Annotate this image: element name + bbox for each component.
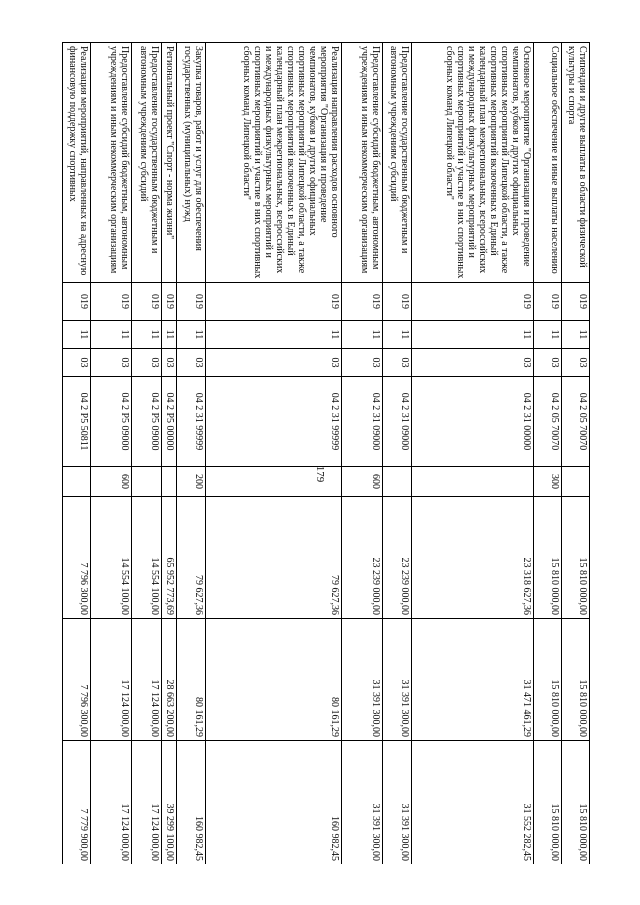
row-sum-year-3: 17 124 000,00 [91, 741, 132, 865]
row-subsection: 03 [161, 349, 176, 377]
table-row [533, 43, 561, 865]
row-grbs: 019 [132, 283, 161, 321]
table-row [341, 43, 382, 865]
row-section: 11 [382, 321, 411, 349]
row-section: 11 [132, 321, 161, 349]
row-sum-year-2: 31 471 461,29 [412, 619, 533, 741]
row-expense-type: 600 [341, 467, 382, 497]
row-section: 11 [206, 321, 342, 349]
row-name: Реализация направления расходов основного мероприятия "Организация и проведение чемпионатов, кубков и других официальных спортивных мероприятий Липецкой области, а также спортивных мероприятий включенных в Единый календарный план межрегиональных, всероссийских и международных физкультурных мероприятий и спортивных мероприятий и участие в них спортивных сборных команд Липецкой области" [206, 43, 342, 283]
row-subsection: 03 [206, 349, 342, 377]
rotated-table-container [62, 42, 590, 864]
row-grbs: 019 [176, 283, 205, 321]
row-grbs: 019 [161, 283, 176, 321]
row-expense-type [63, 467, 91, 497]
row-sum-year-3: 17 124 000,00 [132, 741, 161, 865]
table-row [91, 43, 132, 865]
row-target-article: 04 2 31 99999 [176, 377, 205, 467]
row-expense-type: 600 [91, 467, 132, 497]
row-subsection: 03 [132, 349, 161, 377]
row-sum-year-3: 31 552 282,45 [412, 741, 533, 865]
row-section: 11 [176, 321, 205, 349]
row-grbs: 019 [412, 283, 533, 321]
row-name: Предоставление субсидий бюджетным, автономным учреждениям и иным некоммерческим организациям [341, 43, 382, 283]
row-sum-year-1: 7 796 300,00 [63, 497, 91, 619]
row-name: Стипендии и другие выплаты в области физической культуры и спорта [561, 43, 589, 283]
table-row [63, 43, 91, 865]
row-sum-year-3: 7 779 900,00 [63, 741, 91, 865]
row-grbs: 019 [63, 283, 91, 321]
row-section: 11 [91, 321, 132, 349]
row-sum-year-3: 31 391 300,00 [382, 741, 411, 865]
row-subsection: 03 [341, 349, 382, 377]
row-name: Региональный проект "Спорт - норма жизни" [161, 43, 176, 283]
row-expense-type: 200 [176, 467, 205, 497]
row-sum-year-3: 15 810 000,00 [533, 741, 561, 865]
row-name: Основное мероприятие "Организация и проведение чемпионатов, кубков и других официальных спортивных мероприятий Липецкой области, а также спортивных мероприятий включенных в Единый календарный план межрегиональных, всероссийских и международных физкультурных мероприятий и спортивных мероприятий и участие в них спортивных сборных команд Липецкой области" [412, 43, 533, 283]
row-section: 11 [161, 321, 176, 349]
row-target-article: 04 2 31 09000 [382, 377, 411, 467]
budget-table-body [63, 43, 590, 865]
row-target-article: 04 2 P5 09000 [132, 377, 161, 467]
row-target-article: 04 2 31 00000 [412, 377, 533, 467]
row-sum-year-2: 17 124 000,00 [132, 619, 161, 741]
row-sum-year-2: 7 796 300,00 [63, 619, 91, 741]
row-name: Предоставление государственным бюджетным и автономным учреждениям субсидий [132, 43, 161, 283]
row-target-article: 04 2 31 09000 [341, 377, 382, 467]
row-sum-year-1: 15 810 000,00 [561, 497, 589, 619]
row-sum-year-2: 80 161,29 [176, 619, 205, 741]
row-target-article: 04 2 05 70070 [533, 377, 561, 467]
row-sum-year-1: 65 952 773,69 [161, 497, 176, 619]
row-sum-year-1: 23 239 000,00 [382, 497, 411, 619]
row-section: 11 [561, 321, 589, 349]
row-expense-type [382, 467, 411, 497]
row-expense-type [412, 467, 533, 497]
row-expense-type [561, 467, 589, 497]
row-section: 11 [341, 321, 382, 349]
row-grbs: 019 [341, 283, 382, 321]
row-sum-year-3: 39 299 100,00 [161, 741, 176, 865]
row-sum-year-2: 17 124 000,00 [91, 619, 132, 741]
table-row [206, 43, 342, 865]
row-sum-year-3: 31 391 300,00 [341, 741, 382, 865]
row-sum-year-1: 79 627,36 [206, 497, 342, 619]
row-target-article: 04 2 P5 00000 [161, 377, 176, 467]
row-target-article: 04 2 31 99999 [206, 377, 342, 467]
page-number: 179 [314, 465, 326, 483]
row-expense-type [132, 467, 161, 497]
row-grbs: 019 [382, 283, 411, 321]
row-sum-year-1: 23 239 000,00 [341, 497, 382, 619]
row-sum-year-2: 15 810 000,00 [533, 619, 561, 741]
row-target-article: 04 2 P5 50811 [63, 377, 91, 467]
row-sum-year-1: 23 318 627,36 [412, 497, 533, 619]
row-sum-year-3: 160 982,45 [176, 741, 205, 865]
row-subsection: 03 [412, 349, 533, 377]
row-sum-year-3: 15 810 000,00 [561, 741, 589, 865]
row-sum-year-1: 79 627,36 [176, 497, 205, 619]
row-sum-year-2: 31 391 300,00 [382, 619, 411, 741]
table-row [176, 43, 205, 865]
row-section: 11 [63, 321, 91, 349]
table-row [412, 43, 533, 865]
row-grbs: 019 [91, 283, 132, 321]
row-target-article: 04 2 05 70070 [561, 377, 589, 467]
row-name: Закупка товаров, работ и услуг для обеспечения государственных (муниципальных) нужд [176, 43, 205, 283]
row-subsection: 03 [533, 349, 561, 377]
row-name: Социальное обеспечение и иные выплаты населению [533, 43, 561, 283]
row-name: Предоставление субсидий бюджетным, автономным учреждениям и иным некоммерческим организациям [91, 43, 132, 283]
row-grbs: 019 [533, 283, 561, 321]
row-sum-year-1: 14 554 100,00 [91, 497, 132, 619]
row-name: Предоставление государственным бюджетным и автономным учреждениям субсидий [382, 43, 411, 283]
row-sum-year-2: 15 810 000,00 [561, 619, 589, 741]
row-sum-year-2: 31 391 300,00 [341, 619, 382, 741]
row-subsection: 03 [91, 349, 132, 377]
table-row [382, 43, 411, 865]
table-row [561, 43, 589, 865]
row-sum-year-1: 14 554 100,00 [132, 497, 161, 619]
row-sum-year-2: 80 161,29 [206, 619, 342, 741]
row-sum-year-2: 28 663 200,00 [161, 619, 176, 741]
row-expense-type [206, 467, 342, 497]
table-row [132, 43, 161, 865]
row-target-article: 04 2 P5 09000 [91, 377, 132, 467]
row-subsection: 03 [561, 349, 589, 377]
table-row [161, 43, 176, 865]
row-sum-year-1: 15 810 000,00 [533, 497, 561, 619]
budget-table [62, 42, 590, 864]
row-grbs: 019 [206, 283, 342, 321]
row-subsection: 03 [63, 349, 91, 377]
row-subsection: 03 [382, 349, 411, 377]
row-grbs: 019 [561, 283, 589, 321]
row-name: Реализация мероприятий, направленных на адресную финансовую поддержку спортивных [63, 43, 91, 283]
row-expense-type: 300 [533, 467, 561, 497]
row-section: 11 [412, 321, 533, 349]
rotated-table-region [62, 42, 590, 864]
row-section: 11 [533, 321, 561, 349]
row-sum-year-3: 160 982,45 [206, 741, 342, 865]
row-subsection: 03 [176, 349, 205, 377]
row-expense-type [161, 467, 176, 497]
